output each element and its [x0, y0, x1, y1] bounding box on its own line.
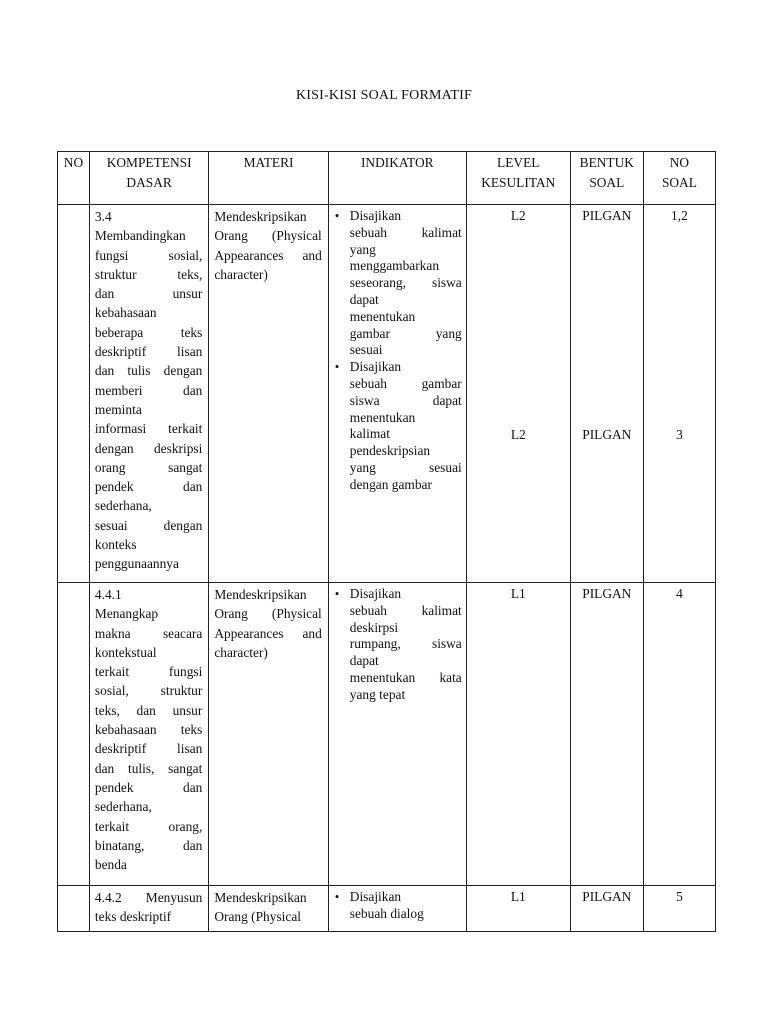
text-line: deskriptif lisan — [94, 741, 203, 757]
no-soal-value: 5 — [676, 889, 683, 904]
table-row — [58, 886, 716, 932]
text-line: orang sangat — [94, 459, 203, 475]
text-line: terkait orang, — [94, 818, 203, 834]
indikator-list — [329, 583, 466, 704]
bentuk-soal-value: PILGAN — [582, 889, 632, 904]
indikator-list — [329, 205, 466, 494]
level-value: L1 — [510, 586, 526, 601]
header-no: NO — [58, 152, 90, 205]
text-line: Mendeskripsikan — [214, 209, 307, 224]
text-line: konteks — [94, 537, 137, 553]
no-soal-cell — [643, 205, 715, 583]
text-line: Mendeskripsikan — [214, 587, 307, 602]
materi-cell — [209, 583, 328, 886]
bentuk-soal-value: PILGAN — [582, 208, 632, 223]
text-line: Orang (Physical — [214, 228, 322, 244]
indikator-item — [333, 889, 462, 923]
text-line: benda — [94, 857, 127, 873]
text-line: character) — [214, 644, 268, 660]
text-line: sesuai — [349, 342, 383, 358]
text-line: sebuah gambar — [349, 375, 462, 391]
text-line: menentukan kata — [349, 669, 462, 685]
row-no-cell — [58, 583, 90, 886]
no-soal-cell — [643, 886, 715, 932]
bentuk-soal-cell — [570, 205, 643, 583]
text-line: dan tulis, sangat — [94, 760, 203, 776]
text-line: kontekstual — [94, 644, 157, 660]
indikator-cell — [328, 205, 466, 583]
text-line: seseorang, siswa — [349, 275, 462, 291]
text-line: deskirpsi — [349, 619, 399, 635]
text-line: kebahasaan — [94, 305, 157, 321]
level-cell — [466, 886, 570, 932]
text-line: character) — [214, 266, 268, 282]
text-line: Menangkap — [94, 606, 159, 622]
indikator-item — [333, 359, 462, 493]
text-line: Appearances and — [214, 247, 322, 263]
text-line: yang sesuai — [349, 459, 462, 475]
bentuk-soal-value: PILGAN — [582, 427, 632, 442]
text-line: sederhana, — [94, 498, 152, 514]
text-line: rumpang, siswa — [349, 636, 462, 652]
header-indikator: INDIKATOR — [328, 152, 466, 205]
bentuk-soal-value: PILGAN — [582, 586, 632, 601]
text-line: Orang (Physical — [214, 909, 301, 925]
text-line: Appearances and — [214, 625, 322, 641]
text-line: beberapa teks — [94, 324, 203, 340]
level-value: L2 — [510, 427, 526, 442]
text-line: pendeskripsian — [349, 443, 431, 459]
indikator-cell — [328, 583, 466, 886]
row-no-cell — [58, 205, 90, 583]
text-line: 4.4.1 — [94, 587, 122, 602]
text-line: gambar yang — [349, 325, 462, 341]
text-line: siswa dapat — [349, 392, 462, 408]
text-line: teks, dan unsur — [94, 702, 203, 718]
text-line: dengan gambar — [349, 476, 432, 492]
kisi-kisi-table — [57, 151, 716, 932]
indikator-cell — [328, 886, 466, 932]
no-soal-cell — [643, 583, 715, 886]
text-line: sebuah kalimat — [349, 224, 462, 240]
text-line: sesuai dengan — [94, 517, 203, 533]
text-line: Membandingkan — [94, 228, 186, 244]
text-line: menentukan — [349, 308, 416, 324]
text-line: binatang, dan — [94, 837, 203, 853]
text-line: penggunaannya — [94, 556, 179, 572]
text-line: yang tepat — [349, 686, 406, 702]
text-line: sederhana, — [94, 799, 152, 815]
text-line: makna seacara — [94, 625, 203, 641]
text-line: pendek dan — [94, 479, 203, 495]
materi-cell — [209, 886, 328, 932]
text-line: kebahasaan teks — [94, 722, 203, 738]
no-soal-value: 4 — [676, 586, 683, 601]
text-line: dapat — [349, 653, 379, 669]
level-cell — [466, 205, 570, 583]
no-soal-value: 3 — [676, 427, 683, 442]
text-line: terkait fungsi — [94, 664, 203, 680]
text-line: struktur teks, — [94, 266, 203, 282]
text-line: deskriptif lisan — [94, 344, 203, 360]
text-line: • Disajikan — [349, 586, 402, 601]
text-line: memberi dan — [94, 382, 203, 398]
table-row — [58, 583, 716, 886]
text-line: Orang (Physical — [214, 606, 322, 622]
text-line: informasi terkait — [94, 421, 203, 437]
text-line: 4.4.2 Menyusun — [94, 890, 203, 905]
text-line: meminta — [94, 401, 142, 417]
text-line: dan unsur — [94, 286, 203, 302]
bentuk-soal-cell — [570, 583, 643, 886]
header-bentuk-soal: BENTUK SOAL — [570, 152, 643, 205]
text-line: menentukan — [349, 409, 416, 425]
text-line: sebuah kalimat — [349, 602, 462, 618]
kompetensi-dasar-cell — [89, 886, 208, 932]
row-no-cell — [58, 886, 90, 932]
text-line: yang — [349, 241, 376, 257]
text-line: sosial, struktur — [94, 683, 203, 699]
text-line: pendek dan — [94, 779, 203, 795]
level-value: L2 — [510, 208, 526, 223]
text-line: dapat — [349, 291, 379, 307]
header-level-kesulitan: LEVEL KESULITAN — [466, 152, 570, 205]
text-line: • Disajikan — [349, 208, 402, 223]
indikator-item — [333, 586, 462, 704]
text-line: sebuah dialog — [349, 905, 424, 921]
text-line: teks deskriptif — [94, 909, 172, 925]
text-line: fungsi sosial, — [94, 247, 203, 263]
indikator-item — [333, 208, 462, 359]
kompetensi-dasar-cell — [89, 205, 208, 583]
indikator-list — [329, 886, 466, 923]
materi-cell — [209, 205, 328, 583]
text-line: dengan deskripsi — [94, 440, 203, 456]
no-soal-value: 1,2 — [671, 208, 688, 223]
text-line: kalimat — [349, 426, 390, 442]
level-value: L1 — [510, 889, 526, 904]
bentuk-soal-cell — [570, 886, 643, 932]
document-title: KISI-KISI SOAL FORMATIF — [296, 88, 472, 103]
text-line: • Disajikan — [349, 889, 402, 904]
text-line: • Disajikan — [349, 359, 402, 375]
header-materi: MATERI — [209, 152, 328, 205]
table-header-row — [58, 152, 716, 205]
text-line: dan tulis dengan — [94, 363, 203, 379]
header-no-soal: NO SOAL — [643, 152, 715, 205]
kompetensi-dasar-cell — [89, 583, 208, 886]
text-line: 3.4 — [94, 209, 112, 224]
level-cell — [466, 583, 570, 886]
text-line: Mendeskripsikan — [214, 890, 307, 905]
header-kompetensi-dasar: KOMPETENSI DASAR — [89, 152, 208, 205]
text-line: menggambarkan — [349, 258, 440, 274]
table-row — [58, 205, 716, 583]
